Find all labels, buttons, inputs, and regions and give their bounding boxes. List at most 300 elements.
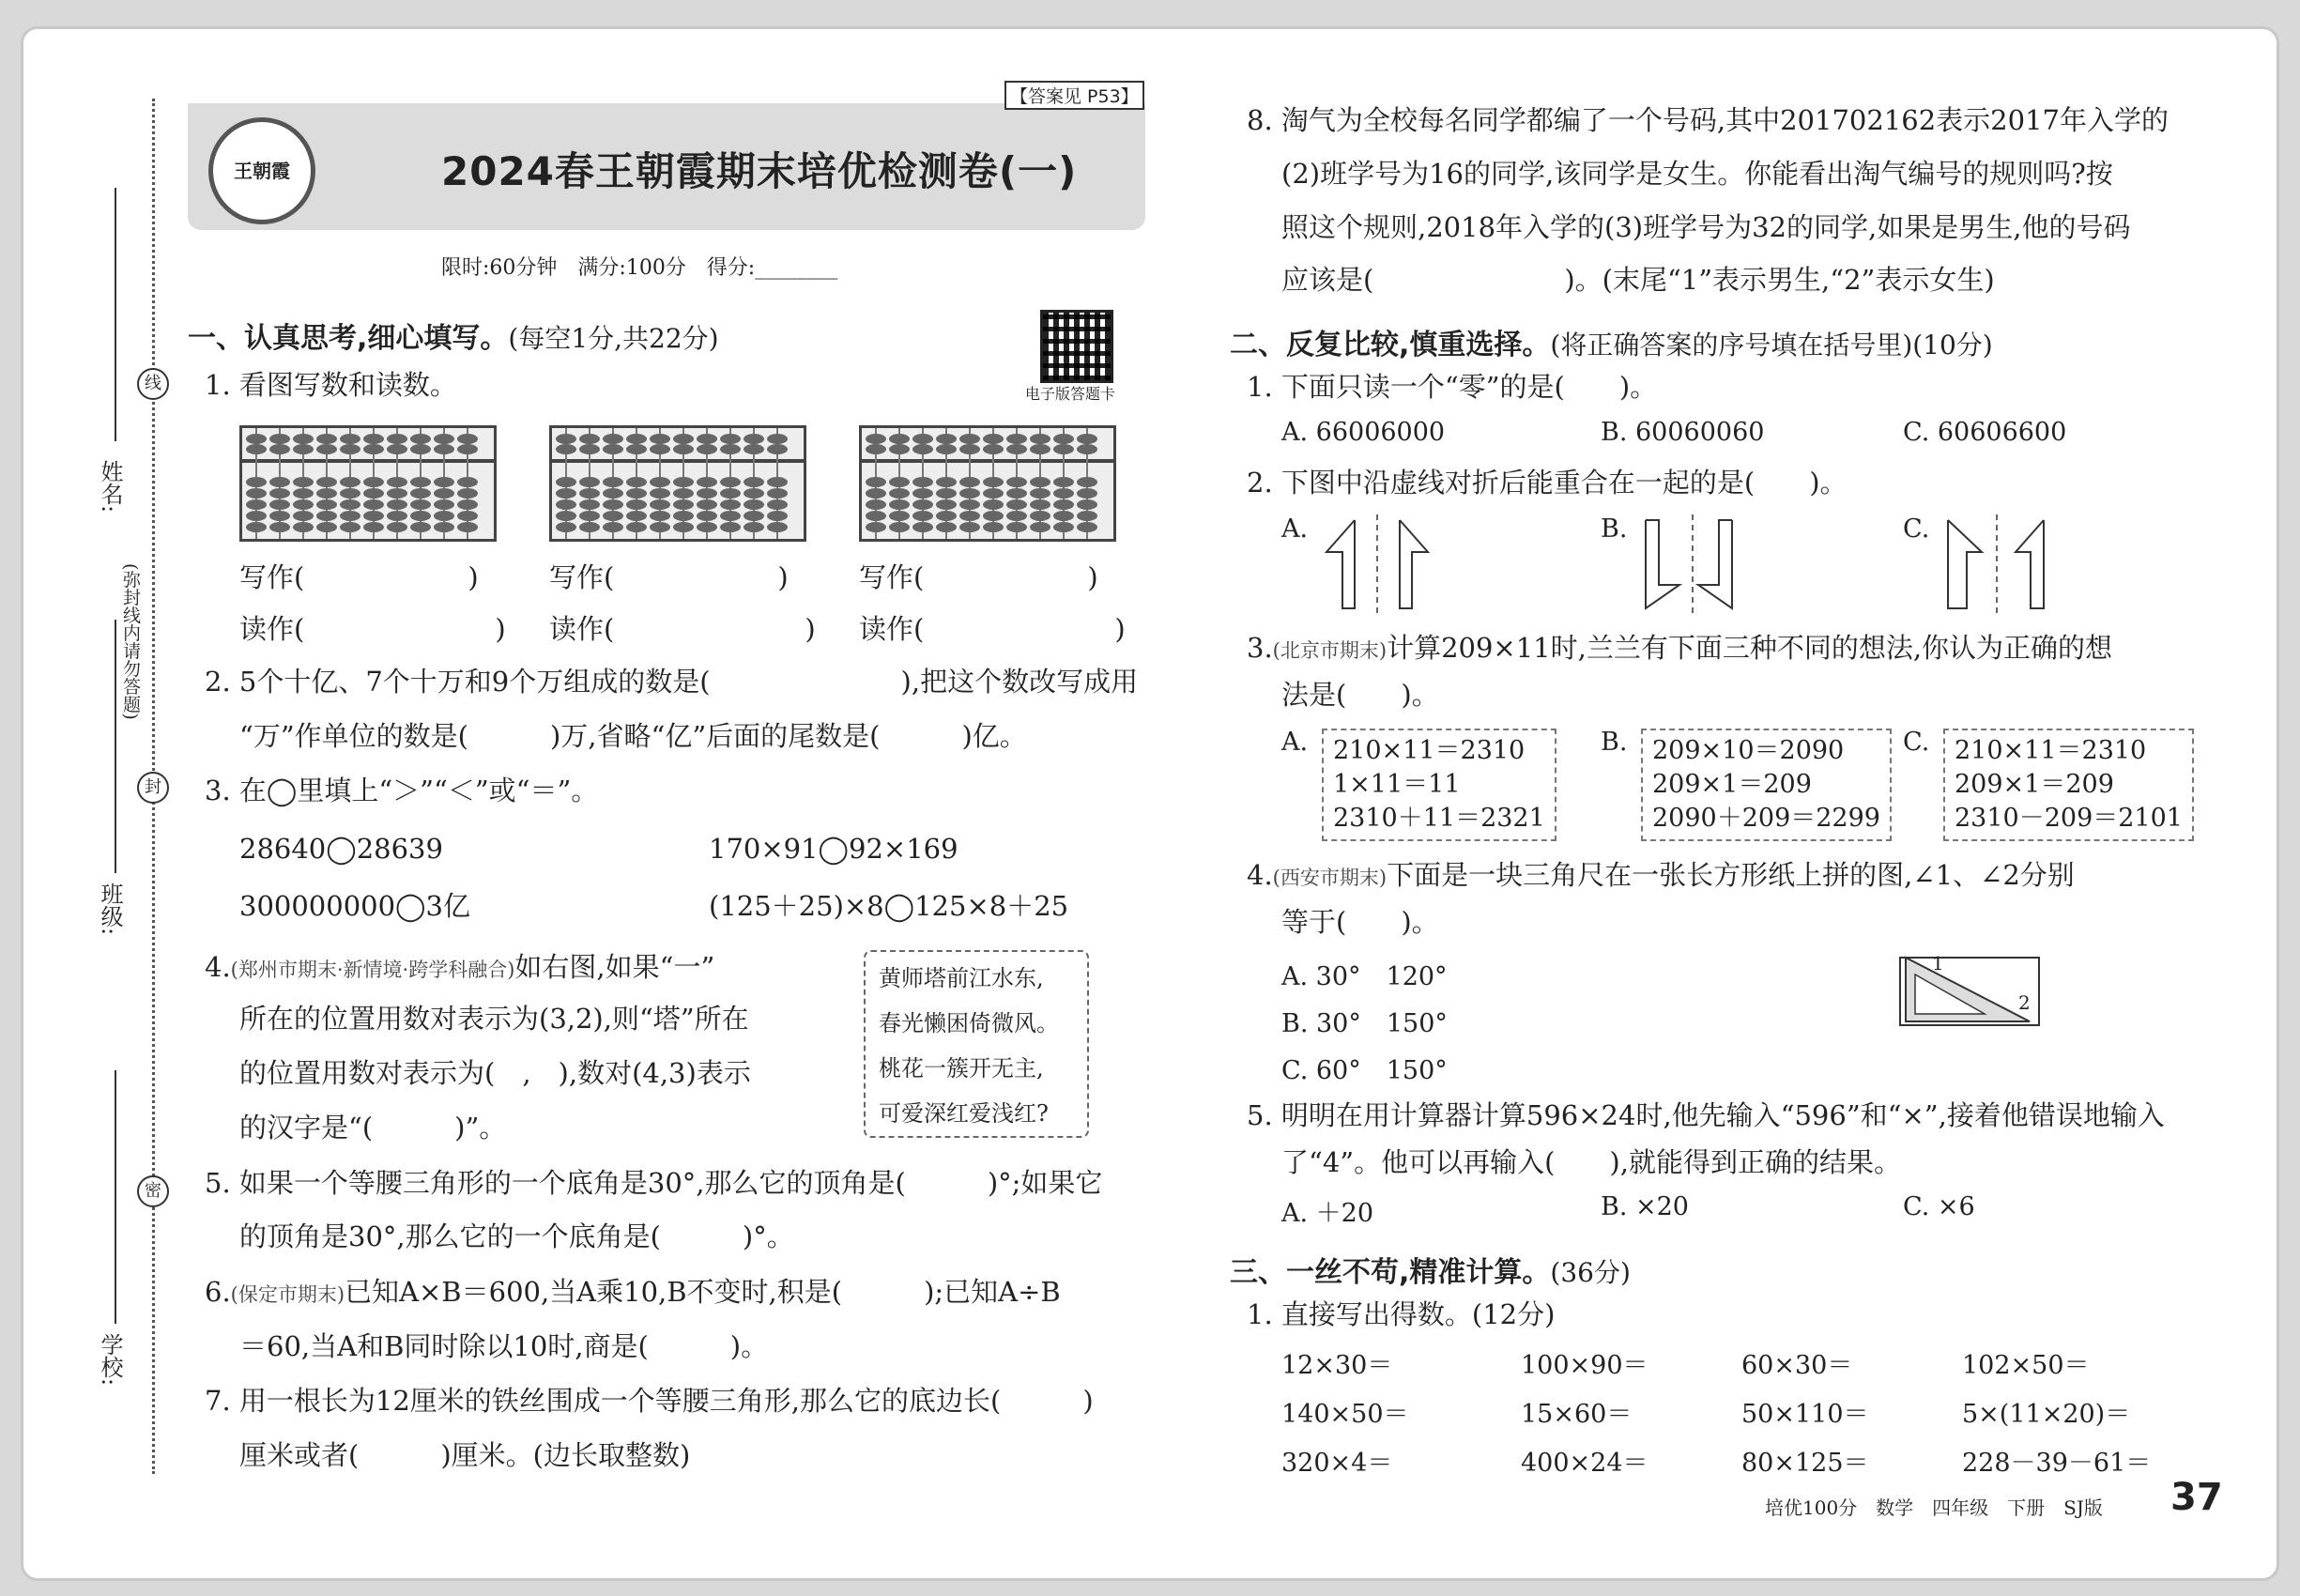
s2-q4-opt-b[interactable]: B. 30° 150° xyxy=(1281,1009,1448,1038)
seal-note: (弥封线内请勿答题) xyxy=(120,563,141,720)
angle-2-label: 2 xyxy=(2018,991,2031,1014)
abacus-bead xyxy=(579,444,600,454)
abacus-bead xyxy=(1053,511,1074,521)
abacus-bead xyxy=(1053,522,1074,532)
method-line: 210×11＝2310 xyxy=(1955,736,2147,765)
abacus-bead xyxy=(246,488,267,499)
abacus-bead xyxy=(673,511,694,521)
name-label: 姓名: xyxy=(97,460,123,514)
abacus-bead xyxy=(556,434,576,444)
calc-item: 100×90＝ xyxy=(1521,1351,1648,1380)
abacus-bead xyxy=(556,444,576,454)
fold-figure-b xyxy=(1638,514,1770,613)
abacus-bead xyxy=(269,477,290,487)
abacus-bead xyxy=(1077,434,1097,444)
abacus-bead xyxy=(316,522,337,532)
s1-q2-line1: 2. 5个十亿、7个十万和9个万组成的数是( ),把这个数改写成用 xyxy=(205,666,1139,698)
abacus-bead xyxy=(1077,522,1097,532)
s1-q5-line2: 的顶角是30°,那么它的一个底角是( )°。 xyxy=(239,1220,794,1252)
section2-heading: 二、反复比较,慎重选择。(将正确答案的序号填在括号里)(10分) xyxy=(1230,329,1993,361)
s1-q3-a: 28640◯28639 xyxy=(239,833,443,865)
abacus-bead xyxy=(673,522,694,532)
abacus-bead xyxy=(434,511,454,521)
abacus-bead xyxy=(1006,499,1027,510)
abacus-bead xyxy=(983,488,1004,499)
abacus-bead xyxy=(959,444,980,454)
abacus-bead xyxy=(363,522,384,532)
abacus-bead xyxy=(889,522,910,532)
abacus-bead xyxy=(434,434,454,444)
abacus-2 xyxy=(549,425,806,542)
qr-label: 电子版答题卡 xyxy=(1025,385,1116,403)
s1-q3-d: (125＋25)×8◯125×8＋25 xyxy=(709,890,1069,922)
abacus-bead xyxy=(293,499,314,510)
s1-q7-line1: 7. 用一根长为12厘米的铁丝围成一个等腰三角形,那么它的底边长( ) xyxy=(205,1385,1094,1417)
calc-item: 12×30＝ xyxy=(1281,1351,1393,1380)
abacus-bead xyxy=(603,499,623,510)
abacus-bead xyxy=(720,522,741,532)
abacus-bead xyxy=(457,499,478,510)
write-blank-1[interactable]: 写作( ) xyxy=(239,561,479,593)
abacus-bead xyxy=(457,477,478,487)
abacus-bead xyxy=(767,477,788,487)
abacus-bead xyxy=(744,499,764,510)
abacus-bead xyxy=(936,434,957,444)
abacus-bead xyxy=(744,444,764,454)
abacus-bead xyxy=(983,434,1004,444)
abacus-bead xyxy=(650,511,670,521)
abacus-bead xyxy=(720,444,741,454)
calc-item: 80×125＝ xyxy=(1741,1449,1869,1478)
footer-text: 培优100分 数学 四年级 下册 SJ版 xyxy=(1765,1496,2103,1519)
abacus-bead xyxy=(246,444,267,454)
s2-q2: 2. 下图中沿虚线对折后能重合在一起的是( )。 xyxy=(1247,467,1848,499)
abacus-bead xyxy=(866,499,886,510)
abacus-bead xyxy=(936,511,957,521)
s2-q5-line1: 5. 明明在用计算器计算596×24时,他先输入“596”和“×”,接着他错误地输入 xyxy=(1247,1099,2165,1131)
abacus-bead xyxy=(959,477,980,487)
write-blank-2[interactable]: 写作( ) xyxy=(549,561,789,593)
abacus-bead xyxy=(936,522,957,532)
abacus-bead xyxy=(603,477,623,487)
abacus-bead xyxy=(340,511,360,521)
abacus-bead xyxy=(410,511,431,521)
abacus-bead xyxy=(269,488,290,499)
poem-line: 春光懒困倚微风。 xyxy=(879,1010,1059,1036)
abacus-bead xyxy=(626,511,647,521)
abacus-bead xyxy=(866,434,886,444)
abacus-bead xyxy=(410,444,431,454)
abacus-bead xyxy=(626,434,647,444)
s2-q3-method-c xyxy=(1943,729,2194,841)
abacus-bead xyxy=(912,488,933,499)
abacus-bead xyxy=(626,477,647,487)
secret-mark: 密 xyxy=(137,1175,169,1207)
abacus-bead xyxy=(434,444,454,454)
abacus-bead xyxy=(1006,477,1027,487)
abacus-bead xyxy=(912,434,933,444)
line-mark: 线 xyxy=(137,368,169,400)
read-blank-3[interactable]: 读作( ) xyxy=(859,613,1126,645)
method-line: 2310＋11＝2321 xyxy=(1333,804,1545,833)
s2-q5-line2: 了“4”。他可以再输入( ),就能得到正确的结果。 xyxy=(1281,1146,1901,1178)
abacus-bead xyxy=(697,434,717,444)
abacus-bead xyxy=(912,522,933,532)
method-line: 210×11＝2310 xyxy=(1333,736,1526,765)
abacus-bead xyxy=(650,522,670,532)
abacus-bead xyxy=(603,488,623,499)
abacus-bead xyxy=(720,511,741,521)
seal-mark: 封 xyxy=(137,772,169,804)
abacus-bead xyxy=(912,511,933,521)
calc-item: 140×50＝ xyxy=(1281,1400,1409,1429)
method-line: 209×1＝209 xyxy=(1955,770,2114,799)
abacus-bead xyxy=(959,434,980,444)
abacus-bead xyxy=(579,488,600,499)
calc-item: 60×30＝ xyxy=(1741,1351,1853,1380)
section3-heading: 三、一丝不苟,精准计算。(36分) xyxy=(1230,1256,1631,1289)
s2-q3-line1: 3.(北京市期末)计算209×11时,兰兰有下面三种不同的想法,你认为正确的想 xyxy=(1247,632,2113,664)
brand-logo xyxy=(208,117,315,224)
abacus-bead xyxy=(697,488,717,499)
abacus-bead xyxy=(673,444,694,454)
s2-q3-line2: 法是( )。 xyxy=(1281,679,1439,711)
s2-q3-method-a xyxy=(1322,729,1556,841)
abacus-bead xyxy=(556,488,576,499)
abacus-bead xyxy=(1030,522,1050,532)
abacus-bead xyxy=(269,499,290,510)
s1-q3: 3. 在◯里填上“＞”“＜”或“＝”。 xyxy=(205,775,599,806)
abacus-bead xyxy=(579,477,600,487)
abacus-bead xyxy=(387,477,407,487)
abacus-bead xyxy=(340,444,360,454)
angle-1-label: 1 xyxy=(1932,952,1944,974)
abacus-bead xyxy=(983,522,1004,532)
s1-q4-line4: 的汉字是“( )”。 xyxy=(239,1112,507,1143)
abacus-bead xyxy=(767,434,788,444)
s2-q3-method-b xyxy=(1641,729,1892,841)
s2-q1-opt-a[interactable]: A. 66006000 xyxy=(1281,418,1446,447)
poem-line: 桃花一簇开无主, xyxy=(879,1055,1044,1082)
abacus-bead xyxy=(673,477,694,487)
calc-item: 102×50＝ xyxy=(1962,1351,2090,1380)
abacus-bead xyxy=(434,499,454,510)
s2-q3-opt-a[interactable]: A. xyxy=(1281,728,1309,757)
abacus-bead xyxy=(744,488,764,499)
s2-q2-opt-b[interactable]: B. xyxy=(1601,514,1628,544)
abacus-bead xyxy=(1077,511,1097,521)
abacus-bead xyxy=(556,477,576,487)
calc-item: 228－39－61＝ xyxy=(1962,1449,2152,1478)
abacus-bead xyxy=(650,488,670,499)
s1-q8-line3: 照这个规则,2018年入学的(3)班学号为32的同学,如果是男生,他的号码 xyxy=(1281,211,2131,243)
abacus-bead xyxy=(457,488,478,499)
abacus-bead xyxy=(626,444,647,454)
abacus-bead xyxy=(293,477,314,487)
s2-q4-opt-a[interactable]: A. 30° 120° xyxy=(1281,962,1448,991)
s1-q8-line2: (2)班学号为16的同学,该同学是女生。你能看出淘气编号的规则吗?按 xyxy=(1281,158,2113,190)
abacus-bead xyxy=(673,488,694,499)
s1-q7-line2: 厘米或者( )厘米。(边长取整数) xyxy=(239,1439,691,1471)
abacus-bead xyxy=(603,522,623,532)
abacus-bead xyxy=(1030,511,1050,521)
poem-line: 可爱深红爱浅红? xyxy=(879,1100,1049,1127)
abacus-bead xyxy=(983,477,1004,487)
abacus-bead xyxy=(889,477,910,487)
s1-q4-line1: 4.(郑州市期末·新情境·跨学科融合)如右图,如果“一” xyxy=(205,951,715,983)
abacus-bead xyxy=(767,499,788,510)
abacus-bead xyxy=(912,477,933,487)
abacus-bead xyxy=(340,434,360,444)
abacus-bead xyxy=(579,511,600,521)
abacus-bead xyxy=(889,444,910,454)
s1-q3-b: 170×91◯92×169 xyxy=(709,833,958,865)
abacus-bead xyxy=(1006,522,1027,532)
logo-text: 王朝霞 xyxy=(234,160,290,182)
calc-item: 15×60＝ xyxy=(1521,1400,1633,1429)
calc-item: 400×24＝ xyxy=(1521,1449,1648,1478)
abacus-bead xyxy=(269,434,290,444)
abacus-bead xyxy=(579,522,600,532)
s1-q2-line2: “万”作单位的数是( )万,省略“亿”后面的尾数是( )亿。 xyxy=(239,720,1027,752)
abacus-bead xyxy=(387,488,407,499)
abacus-bead xyxy=(410,522,431,532)
abacus-bead xyxy=(556,511,576,521)
abacus-bead xyxy=(363,488,384,499)
abacus-bead xyxy=(316,444,337,454)
abacus-bead xyxy=(434,488,454,499)
s1-q6-line2: ＝60,当A和B同时除以10时,商是( )。 xyxy=(239,1330,769,1362)
abacus-bead xyxy=(269,511,290,521)
calc-item: 320×4＝ xyxy=(1281,1449,1393,1478)
abacus-bead xyxy=(1006,488,1027,499)
abacus-bead xyxy=(697,499,717,510)
s2-q4-line1: 4.(西安市期末)下面是一块三角尺在一张长方形纸上拼的图,∠1、∠2分别 xyxy=(1247,859,2075,891)
abacus-bead xyxy=(246,511,267,521)
abacus-bead xyxy=(1077,488,1097,499)
abacus-bead xyxy=(293,511,314,521)
abacus-bead xyxy=(1077,444,1097,454)
abacus-bead xyxy=(316,499,337,510)
method-line: 209×1＝209 xyxy=(1652,770,1812,799)
page-title: 2024春王朝霞期末培优检测卷(一) xyxy=(441,148,1078,194)
abacus-bead xyxy=(410,499,431,510)
abacus-bead xyxy=(866,444,886,454)
abacus-bead xyxy=(340,488,360,499)
abacus-bead xyxy=(316,434,337,444)
abacus-bead xyxy=(387,511,407,521)
method-line: 209×10＝2090 xyxy=(1652,736,1845,765)
abacus-bead xyxy=(434,522,454,532)
qr-code-icon[interactable] xyxy=(1040,310,1113,383)
class-label: 班级: xyxy=(97,882,123,936)
name-underline xyxy=(115,188,116,441)
abacus-bead xyxy=(650,434,670,444)
abacus-bead xyxy=(959,499,980,510)
calc-item: 5×(11×20)＝ xyxy=(1962,1400,2131,1429)
abacus-bead xyxy=(363,434,384,444)
abacus-bead xyxy=(866,477,886,487)
abacus-bead xyxy=(767,511,788,521)
abacus-bead xyxy=(579,499,600,510)
abacus-bead xyxy=(1077,499,1097,510)
abacus-bead xyxy=(1053,488,1074,499)
abacus-bead xyxy=(1053,434,1074,444)
abacus-bead xyxy=(1006,434,1027,444)
abacus-bead xyxy=(246,434,267,444)
abacus-bead xyxy=(1030,434,1050,444)
abacus-bead xyxy=(1053,499,1074,510)
abacus-bead xyxy=(1030,444,1050,454)
abacus-bead xyxy=(626,499,647,510)
abacus-bead xyxy=(650,477,670,487)
abacus-3 xyxy=(859,425,1116,542)
abacus-bead xyxy=(889,499,910,510)
abacus-bead xyxy=(936,499,957,510)
s1-q5-line1: 5. 如果一个等腰三角形的一个底角是30°,那么它的顶角是( )°;如果它 xyxy=(205,1167,1103,1199)
abacus-bead xyxy=(293,522,314,532)
abacus-bead xyxy=(387,444,407,454)
abacus-bead xyxy=(673,434,694,444)
abacus-bead xyxy=(936,444,957,454)
abacus-bead xyxy=(866,488,886,499)
s1-q8-line4: 应该是( )。(末尾“1”表示男生,“2”表示女生) xyxy=(1281,264,1995,296)
abacus-bead xyxy=(1077,477,1097,487)
abacus-bead xyxy=(603,511,623,521)
abacus-bead xyxy=(387,434,407,444)
abacus-bead xyxy=(556,499,576,510)
abacus-bead xyxy=(1030,499,1050,510)
s2-q5-opt-a[interactable]: A. ＋20 xyxy=(1281,1199,1374,1228)
s1-q6-line1: 6.(保定市期末)已知A×B＝600,当A乘10,B不变时,积是( );已知A÷B xyxy=(205,1276,1061,1308)
abacus-bead xyxy=(1030,477,1050,487)
s2-q1-opt-b[interactable]: B. 60060060 xyxy=(1601,418,1765,447)
poem-box xyxy=(864,950,1089,1138)
abacus-bead xyxy=(720,434,741,444)
page-number: 37 xyxy=(2170,1476,2223,1519)
s2-q3-opt-c[interactable]: C. xyxy=(1903,728,1930,757)
s1-q8-line1: 8. 淘气为全校每名同学都编了一个号码,其中201702162表示2017年入学的 xyxy=(1247,104,2169,136)
abacus-bead xyxy=(363,444,384,454)
abacus-bead xyxy=(889,488,910,499)
abacus-bead xyxy=(744,477,764,487)
calc-item: 50×110＝ xyxy=(1741,1400,1869,1429)
abacus-bead xyxy=(744,522,764,532)
abacus-bead xyxy=(650,499,670,510)
s1-q4-line3: 的位置用数对表示为( , ),数对(4,3)表示 xyxy=(239,1057,751,1089)
abacus-bead xyxy=(457,444,478,454)
method-line: 2090＋209＝2299 xyxy=(1652,804,1880,833)
s2-q2-opt-c[interactable]: C. xyxy=(1903,514,1930,544)
school-label: 学校: xyxy=(97,1333,123,1387)
abacus-bead xyxy=(959,511,980,521)
abacus-bead xyxy=(889,434,910,444)
abacus-bead xyxy=(363,511,384,521)
abacus-bead xyxy=(410,477,431,487)
read-blank-1[interactable]: 读作( ) xyxy=(239,613,506,645)
abacus-bead xyxy=(697,522,717,532)
abacus-bead xyxy=(340,522,360,532)
abacus-bead xyxy=(1030,488,1050,499)
abacus-bead xyxy=(697,477,717,487)
abacus-bead xyxy=(246,499,267,510)
s1-q4-line2: 所在的位置用数对表示为(3,2),则“塔”所在 xyxy=(239,1003,749,1035)
abacus-bead xyxy=(626,488,647,499)
abacus-bead xyxy=(767,444,788,454)
abacus-bead xyxy=(697,511,717,521)
abacus-bead xyxy=(363,499,384,510)
fold-figure-c xyxy=(1940,514,2072,613)
answer-reference: 【答案见 P53】 xyxy=(1004,81,1144,110)
s2-q3-opt-b[interactable]: B. xyxy=(1601,728,1628,757)
abacus-bead xyxy=(720,499,741,510)
read-blank-2[interactable]: 读作( ) xyxy=(549,613,816,645)
abacus-bead xyxy=(340,477,360,487)
abacus-bead xyxy=(603,444,623,454)
abacus-bead xyxy=(293,444,314,454)
s2-q1-opt-c[interactable]: C. 60606600 xyxy=(1903,418,2067,447)
abacus-bead xyxy=(410,434,431,444)
abacus-bead xyxy=(959,522,980,532)
abacus-bead xyxy=(316,488,337,499)
method-line: 2310－209＝2101 xyxy=(1955,804,2183,833)
abacus-bead xyxy=(866,522,886,532)
abacus-bead xyxy=(434,477,454,487)
abacus-bead xyxy=(1006,511,1027,521)
abacus-bead xyxy=(363,477,384,487)
abacus-bead xyxy=(340,499,360,510)
s2-q4-opt-c[interactable]: C. 60° 150° xyxy=(1281,1056,1448,1085)
abacus-bead xyxy=(673,499,694,510)
abacus-bead xyxy=(767,488,788,499)
abacus-bead xyxy=(650,444,670,454)
s2-q1: 1. 下面只读一个“零”的是( )。 xyxy=(1247,371,1658,403)
s2-q5-opt-c[interactable]: C. ×6 xyxy=(1903,1192,1975,1221)
s1-q3-c: 300000000◯3亿 xyxy=(239,890,470,922)
abacus-bead xyxy=(983,499,1004,510)
abacus-bead xyxy=(959,488,980,499)
s2-q2-opt-a[interactable]: A. xyxy=(1281,514,1309,544)
abacus-bead xyxy=(936,488,957,499)
s2-q5-opt-b[interactable]: B. ×20 xyxy=(1601,1192,1689,1221)
exam-info: 限时:60分钟 满分:100分 得分:________ xyxy=(441,256,838,280)
abacus-1 xyxy=(239,425,497,542)
abacus-bead xyxy=(269,444,290,454)
class-underline xyxy=(115,620,116,873)
abacus-bead xyxy=(720,477,741,487)
abacus-bead xyxy=(246,522,267,532)
abacus-bead xyxy=(457,522,478,532)
abacus-bead xyxy=(603,434,623,444)
abacus-bead xyxy=(720,488,741,499)
abacus-bead xyxy=(1053,444,1074,454)
abacus-bead xyxy=(626,522,647,532)
abacus-bead xyxy=(293,434,314,444)
abacus-bead xyxy=(697,444,717,454)
s2-q4-line2: 等于( )。 xyxy=(1281,906,1439,938)
abacus-bead xyxy=(457,434,478,444)
abacus-bead xyxy=(744,434,764,444)
abacus-bead xyxy=(246,477,267,487)
abacus-bead xyxy=(387,499,407,510)
write-blank-3[interactable]: 写作( ) xyxy=(859,561,1098,593)
abacus-bead xyxy=(912,499,933,510)
abacus-bead xyxy=(983,511,1004,521)
abacus-bead xyxy=(316,511,337,521)
poem-line: 黄师塔前江水东, xyxy=(879,965,1044,991)
abacus-bead xyxy=(387,522,407,532)
abacus-bead xyxy=(457,511,478,521)
